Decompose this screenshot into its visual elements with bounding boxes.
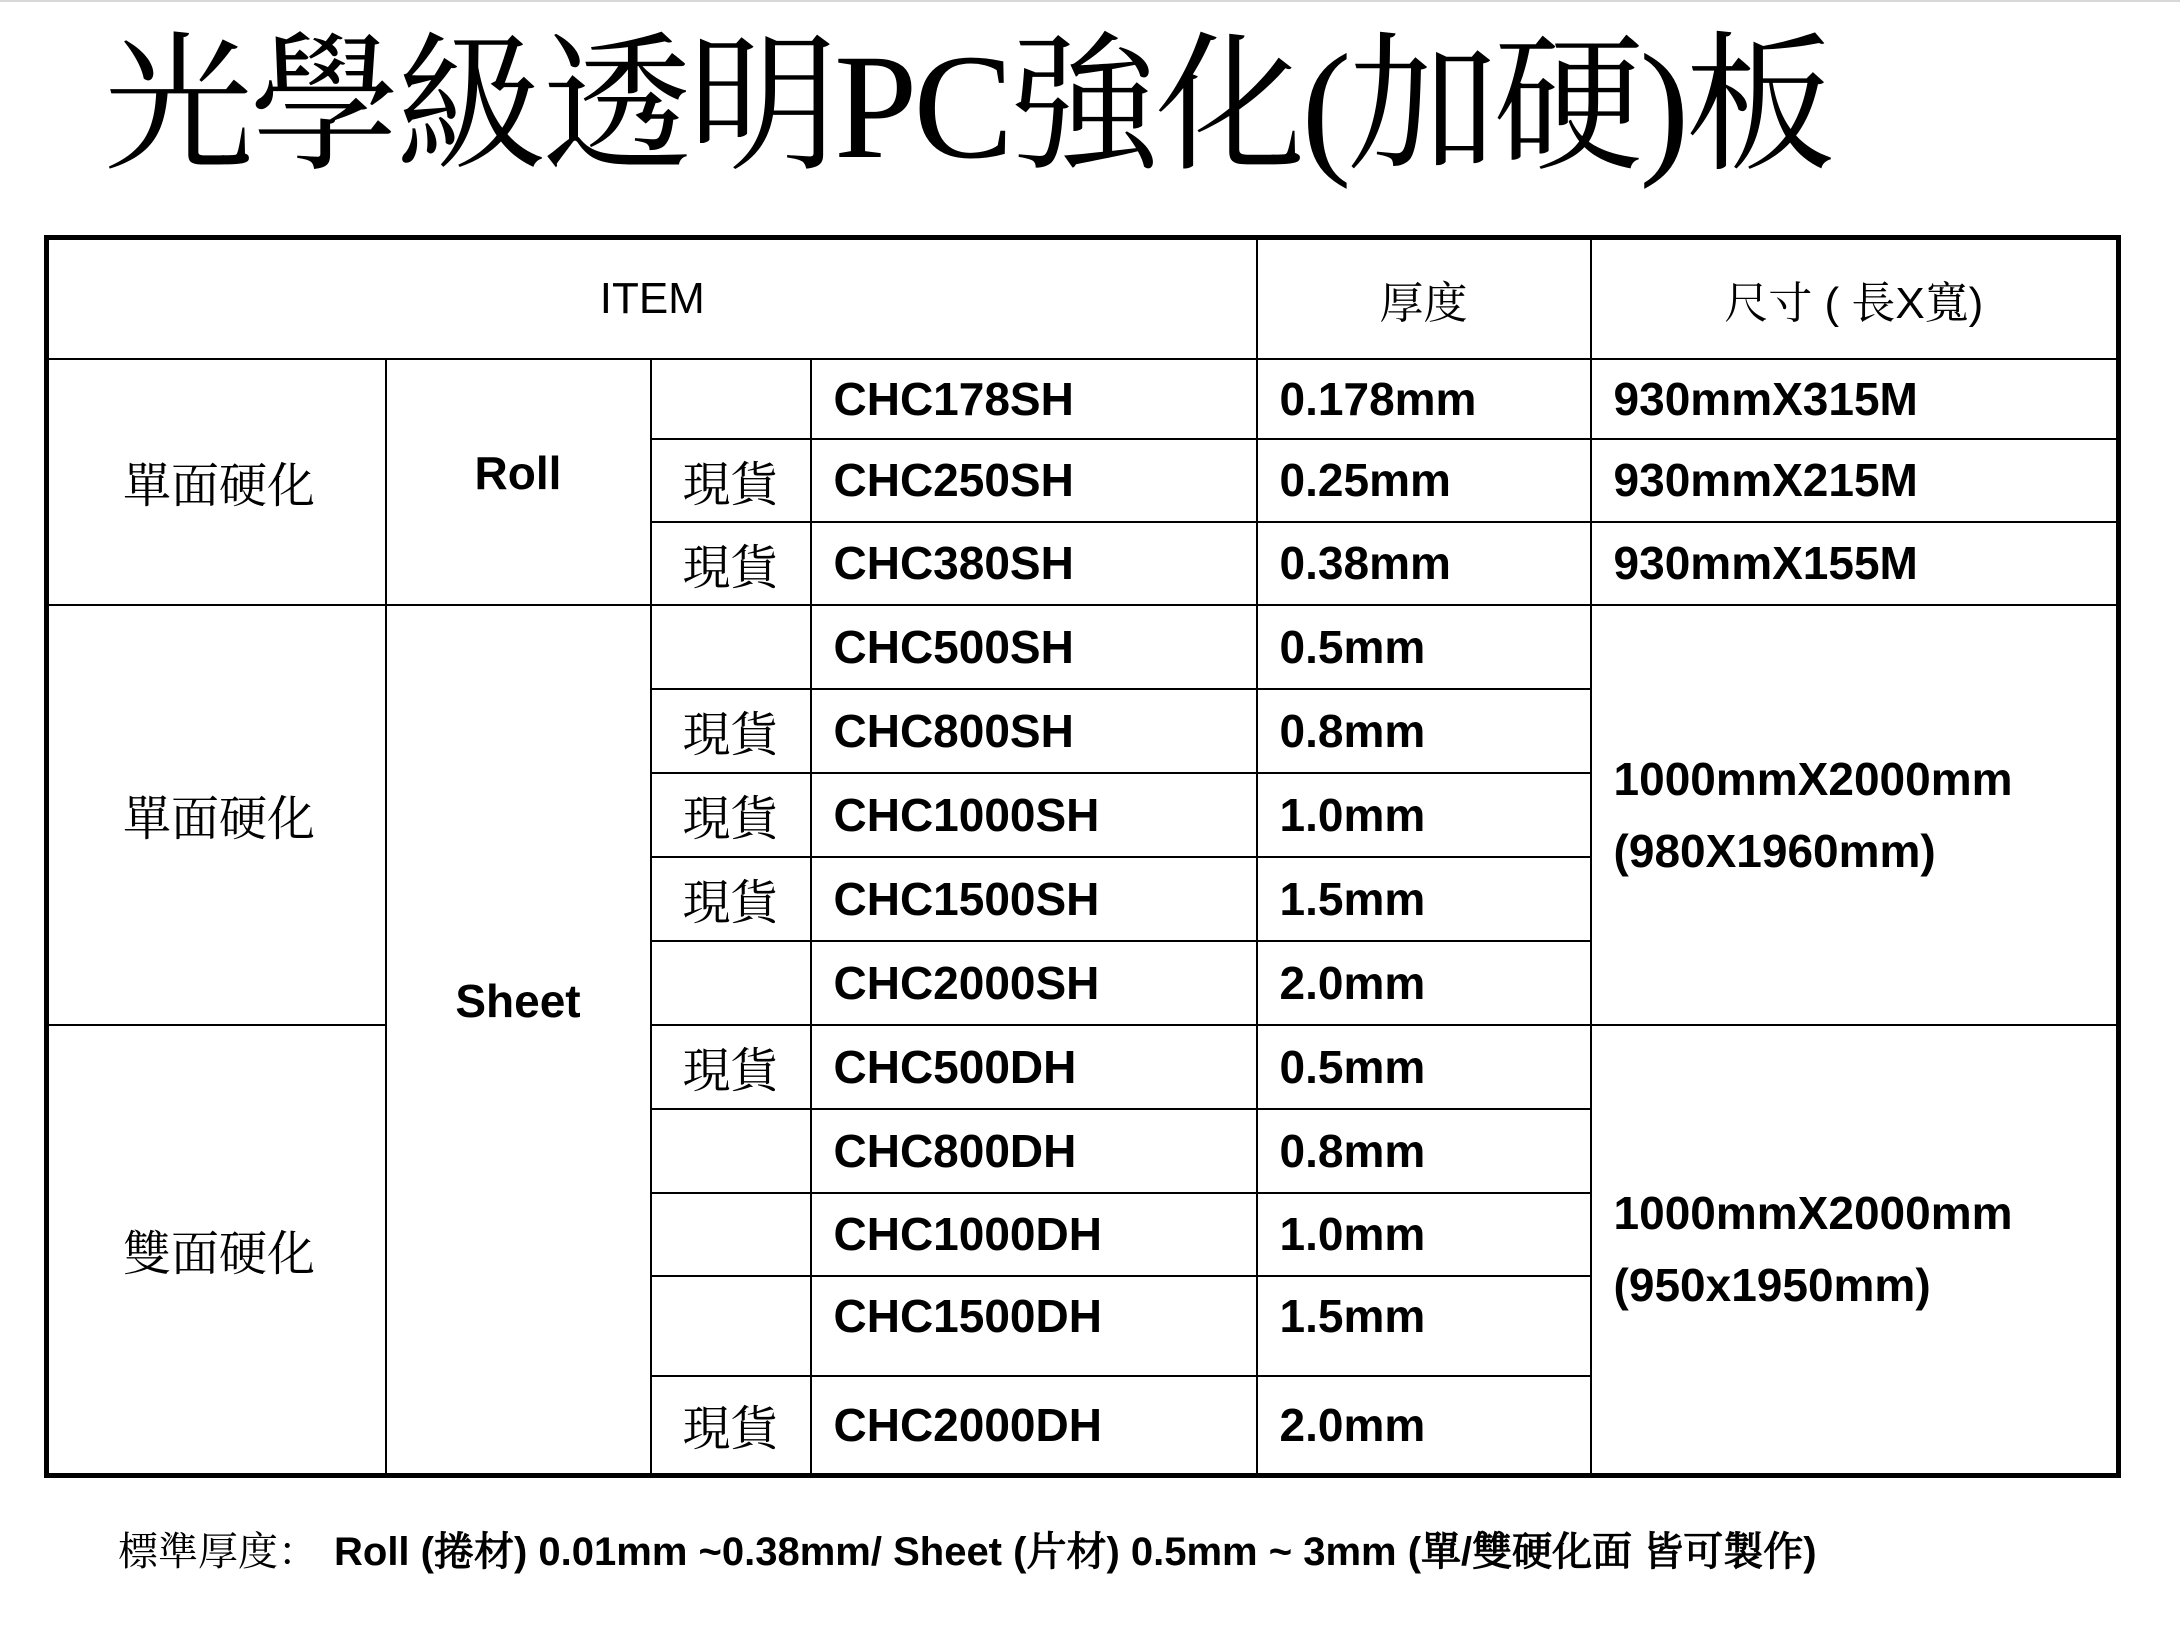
table-row xyxy=(47,605,2119,689)
thickness-cell: 1.5mm xyxy=(1257,1276,1591,1376)
stock-cell xyxy=(651,1193,811,1276)
category-cell: 單面硬化 xyxy=(47,605,386,1025)
thickness-cell: 0.178mm xyxy=(1257,359,1591,439)
stock-cell xyxy=(651,359,811,439)
code-cell: CHC380SH xyxy=(811,522,1257,605)
table-row xyxy=(47,1025,2119,1109)
size-cell: 930mmX315M xyxy=(1591,359,2119,439)
category-cell: 雙面硬化 xyxy=(47,1025,386,1476)
top-rule xyxy=(0,0,2180,2)
form-cell: Roll xyxy=(386,359,651,605)
thickness-cell: 0.5mm xyxy=(1257,605,1591,689)
size-cell: 930mmX155M xyxy=(1591,522,2119,605)
size-line: 1000mmX2000mm xyxy=(1613,1187,2013,1240)
code-cell: CHC2000DH xyxy=(811,1376,1257,1476)
stock-cell xyxy=(651,941,811,1025)
size-cell xyxy=(1591,1025,2119,1476)
thickness-cell: 2.0mm xyxy=(1257,941,1591,1025)
code-cell: CHC178SH xyxy=(811,359,1257,439)
thickness-cell: 2.0mm xyxy=(1257,1376,1591,1476)
thickness-cell: 0.5mm xyxy=(1257,1025,1591,1109)
thickness-cell: 0.25mm xyxy=(1257,439,1591,522)
code-cell: CHC1000DH xyxy=(811,1193,1257,1276)
stock-cell xyxy=(651,1109,811,1193)
code-cell: CHC2000SH xyxy=(811,941,1257,1025)
code-cell: CHC800DH xyxy=(811,1109,1257,1193)
header-thickness: 厚度 xyxy=(1257,238,1591,359)
footnote-label: 標準厚度： xyxy=(118,1529,318,1575)
thickness-cell: 1.5mm xyxy=(1257,857,1591,941)
code-cell: CHC800SH xyxy=(811,689,1257,773)
stock-cell xyxy=(651,605,811,689)
thickness-cell: 0.8mm xyxy=(1257,689,1591,773)
spec-table xyxy=(44,235,2121,1478)
stock-cell: 現貨 xyxy=(651,1376,811,1476)
size-cell xyxy=(1591,605,2119,1025)
thickness-cell: 0.38mm xyxy=(1257,522,1591,605)
form-cell: Sheet xyxy=(386,605,651,1476)
stock-cell: 現貨 xyxy=(651,439,811,522)
code-cell: CHC250SH xyxy=(811,439,1257,522)
code-cell: CHC500DH xyxy=(811,1025,1257,1109)
code-cell: CHC1500DH xyxy=(811,1276,1257,1376)
stock-cell: 現貨 xyxy=(651,689,811,773)
header-size: 尺寸 ( 長X寬) xyxy=(1591,238,2119,359)
code-cell: CHC1000SH xyxy=(811,773,1257,857)
page-title: 光學級透明PC強化(加硬)板 xyxy=(104,24,1832,190)
size-line: (950x1950mm) xyxy=(1613,1259,1931,1312)
stock-cell xyxy=(651,1276,811,1376)
table-row xyxy=(47,359,2119,439)
header-row xyxy=(47,238,2119,359)
size-cell: 930mmX215M xyxy=(1591,439,2119,522)
footnote-text: Roll (捲材) 0.01mm ~0.38mm/ Sheet (片材) 0.5mm ~ 3mm (單/雙硬化面 皆可製作) xyxy=(334,1530,1817,1574)
code-cell: CHC500SH xyxy=(811,605,1257,689)
stock-cell: 現貨 xyxy=(651,857,811,941)
thickness-cell: 1.0mm xyxy=(1257,1193,1591,1276)
header-item: ITEM xyxy=(47,238,1257,359)
code-cell: CHC1500SH xyxy=(811,857,1257,941)
thickness-cell: 0.8mm xyxy=(1257,1109,1591,1193)
size-line: (980X1960mm) xyxy=(1613,824,1936,877)
category-cell: 單面硬化 xyxy=(47,359,386,605)
stock-cell: 現貨 xyxy=(651,522,811,605)
size-line: 1000mmX2000mm xyxy=(1613,752,2013,805)
thickness-cell: 1.0mm xyxy=(1257,773,1591,857)
stock-cell: 現貨 xyxy=(651,773,811,857)
footnote xyxy=(118,1520,1817,1577)
stock-cell: 現貨 xyxy=(651,1025,811,1109)
